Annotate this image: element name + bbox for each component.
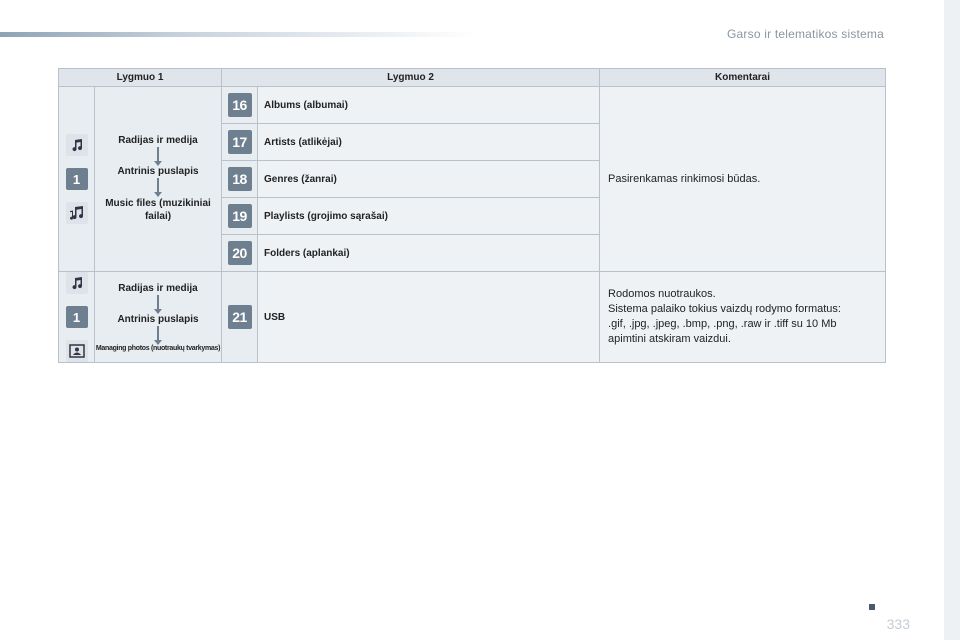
column-header-level1: Lygmuo 1 <box>59 69 222 87</box>
level2-label: Artists (atlikėjai) <box>258 124 600 161</box>
number-badge: 21 <box>228 305 252 329</box>
menu-table <box>58 68 886 363</box>
level1-managing-photos-label: Managing photos (nuotraukų tvarkymas) <box>95 344 221 352</box>
level1-icons-cell <box>59 87 95 272</box>
comment-line: .gif, .jpg, .jpeg, .bmp, .png, .raw ir .tiff su 10 Mb <box>608 318 837 330</box>
column-header-level2: Lygmuo 2 <box>222 69 600 87</box>
page-number: 333 <box>886 616 910 632</box>
level2-label: Playlists (grojimo sąrašai) <box>258 198 600 235</box>
number-badge-cell <box>222 161 258 198</box>
comment-line: Rodomos nuotraukos. <box>608 288 716 300</box>
photo-icon <box>66 340 88 362</box>
down-arrow-icon <box>157 295 159 311</box>
number-badge: 18 <box>228 167 252 191</box>
music-note-icon <box>66 134 88 156</box>
number-badge-cell <box>222 124 258 161</box>
column-header-comments: Komentarai <box>600 69 886 87</box>
comment-cell: Pasirenkamas rinkimosi būdas. <box>600 87 886 272</box>
table-header-row <box>59 69 886 87</box>
level1-radio-media-label: Radijas ir medija <box>118 135 198 146</box>
comment-line: Sistema palaiko tokius vaizdų rodymo formatus: <box>608 303 841 315</box>
number-badge: 17 <box>228 130 252 154</box>
level1-path-cell <box>95 87 222 272</box>
level1-secondary-page-label: Antrinis puslapis <box>117 313 199 325</box>
number-badge-cell <box>222 87 258 124</box>
level1-icons-cell <box>59 272 95 363</box>
music-notes-icon <box>66 202 88 224</box>
footer-marker <box>869 604 875 610</box>
level2-label: Albums (albumai) <box>258 87 600 124</box>
number-1-badge: 1 <box>66 168 88 190</box>
right-margin-strip <box>944 0 960 640</box>
level1-secondary-page-label: Antrinis puslapis <box>117 166 199 177</box>
header-gradient-bar <box>0 32 480 37</box>
down-arrow-icon <box>157 178 159 194</box>
level2-label: USB <box>258 272 600 363</box>
page-header-title: Garso ir telematikos sistema <box>727 27 884 41</box>
number-badge: 19 <box>228 204 252 228</box>
number-badge-cell <box>222 272 258 363</box>
down-arrow-icon <box>157 326 159 342</box>
number-badge: 20 <box>228 241 252 265</box>
comment-line: apimtini atskiram vaizdui. <box>608 333 731 345</box>
number-badge-cell <box>222 198 258 235</box>
number-badge: 16 <box>228 93 252 117</box>
table-row <box>59 272 886 363</box>
level1-path-cell <box>95 272 222 363</box>
table-row <box>59 87 886 124</box>
number-badge-cell <box>222 235 258 272</box>
level2-label: Genres (žanrai) <box>258 161 600 198</box>
level2-label: Folders (aplankai) <box>258 235 600 272</box>
music-note-icon <box>66 272 88 294</box>
down-arrow-icon <box>157 147 159 163</box>
comment-cell <box>600 272 886 363</box>
level1-radio-media-label: Radijas ir medija <box>118 282 198 294</box>
level1-music-files-label: Music files (muzikiniai failai) <box>105 198 211 222</box>
number-1-badge: 1 <box>66 306 88 328</box>
